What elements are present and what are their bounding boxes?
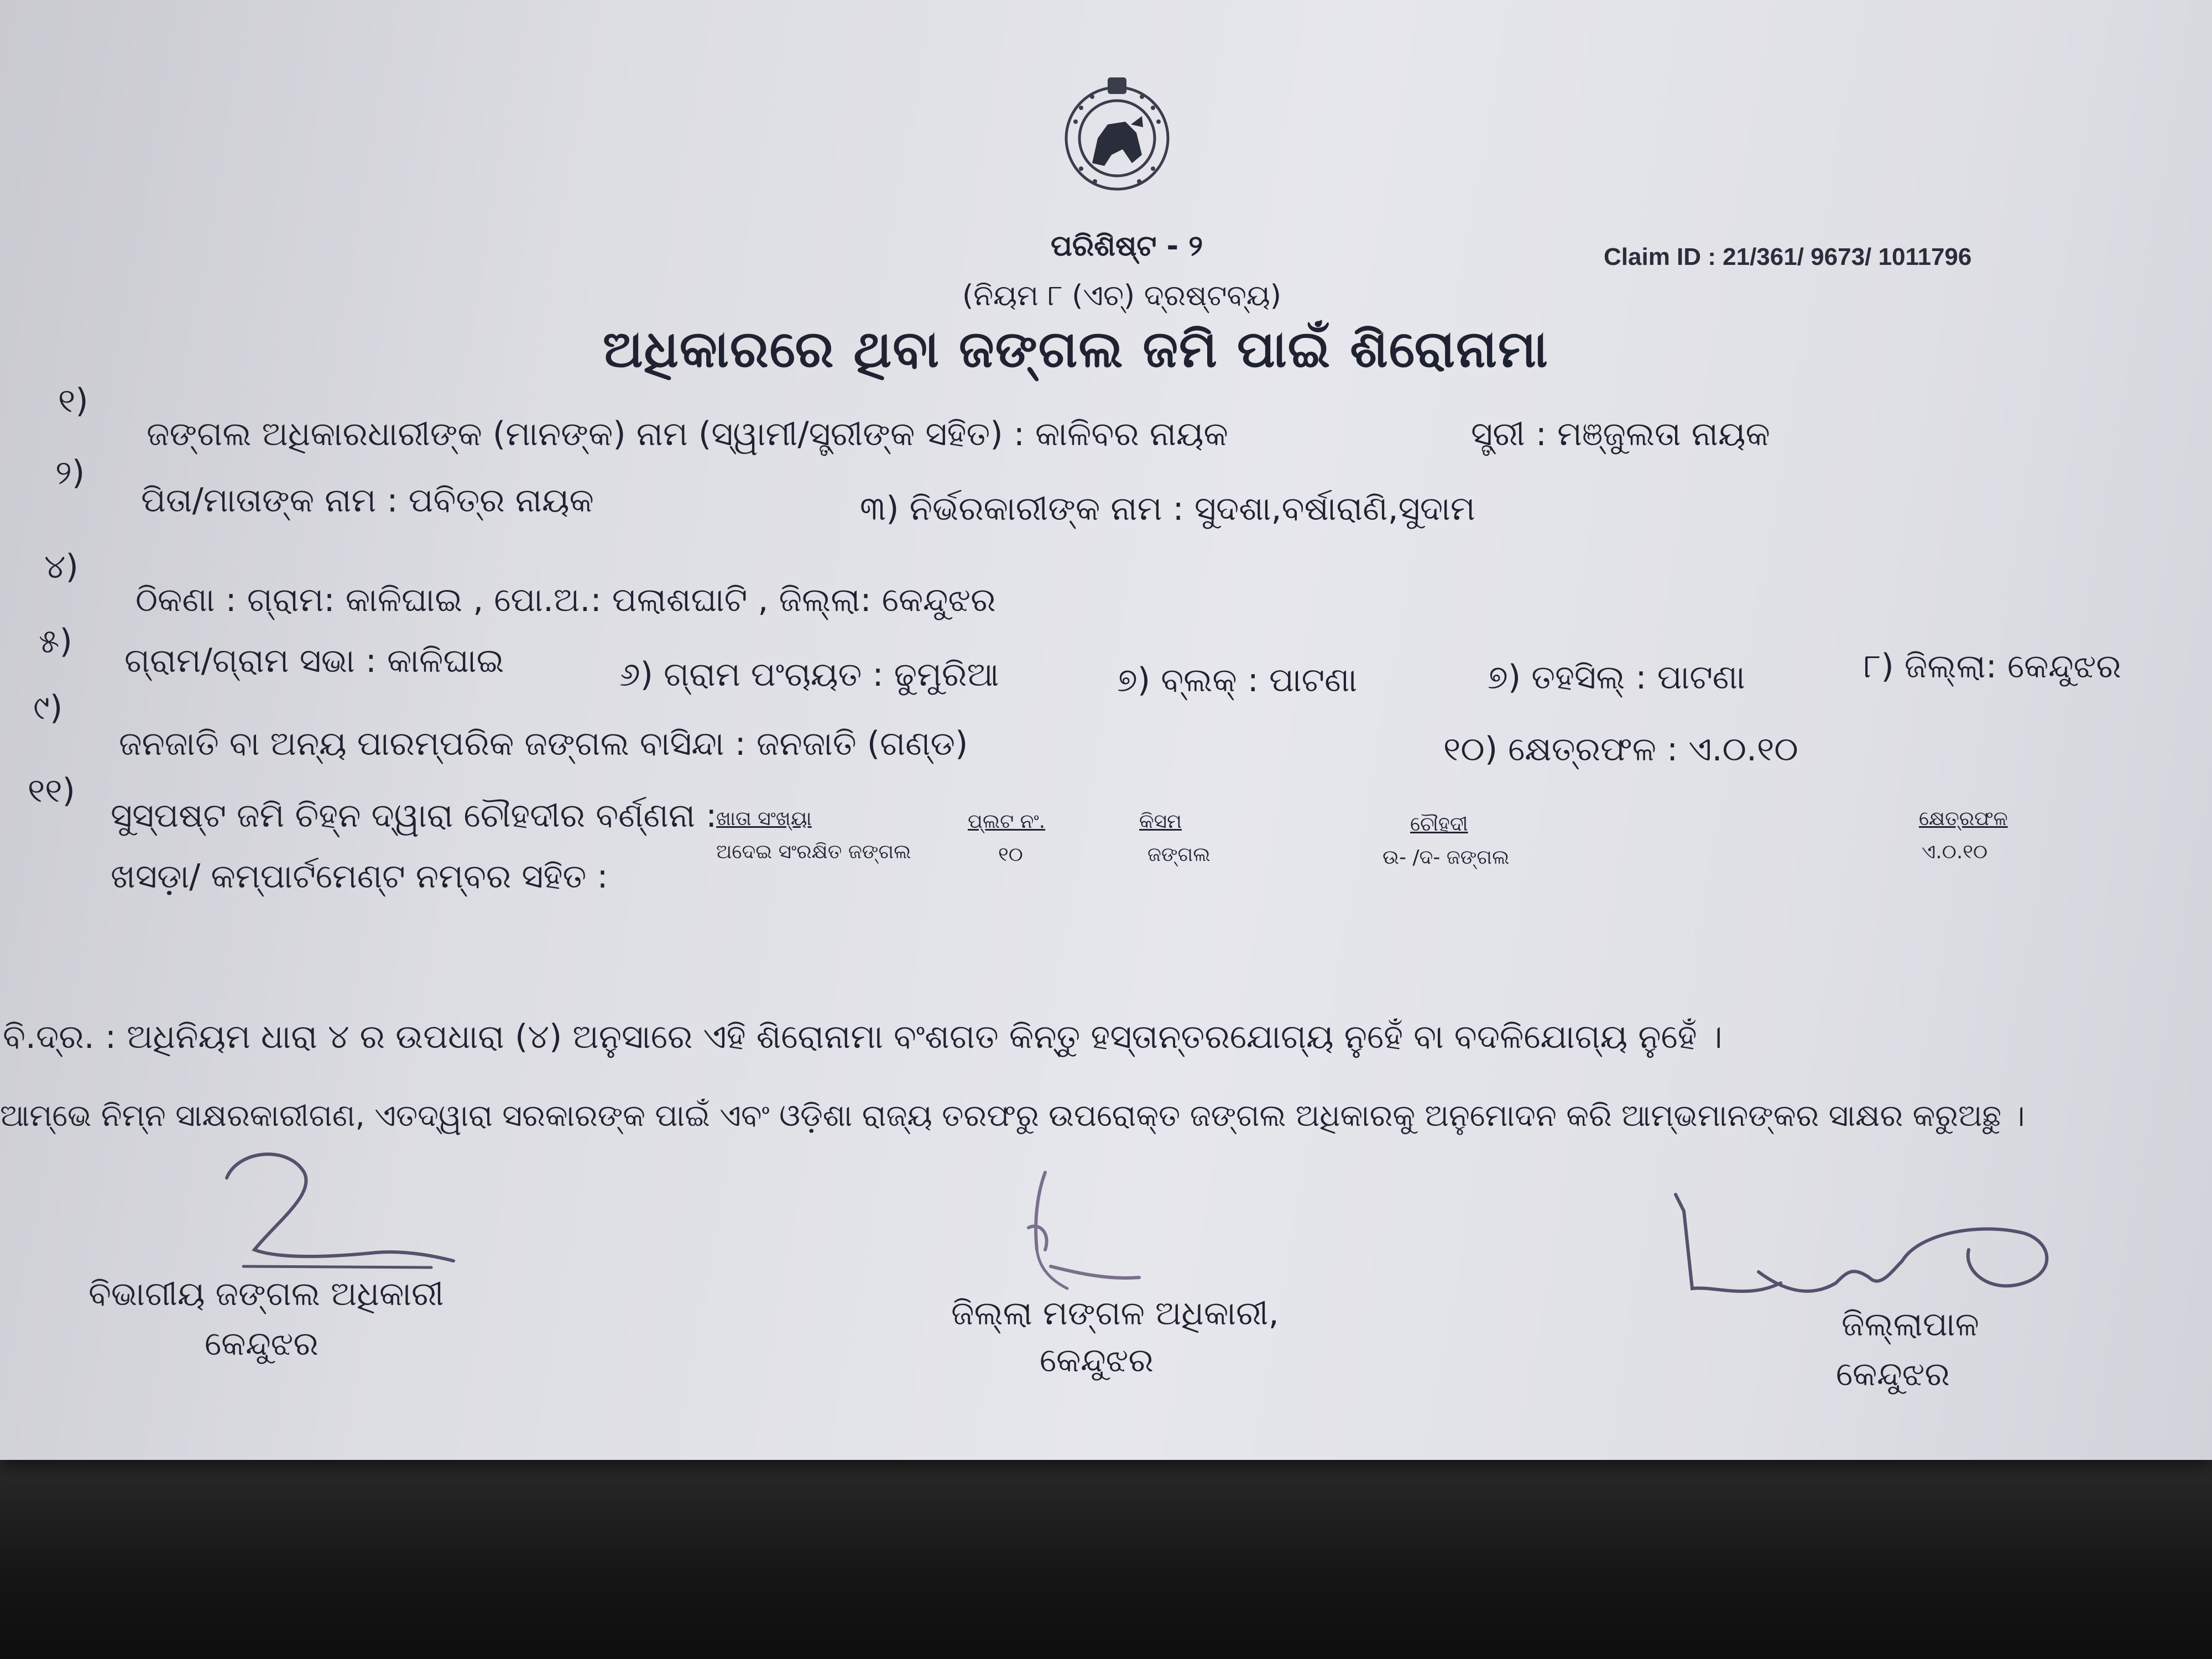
field-11-number: ୧୧) bbox=[28, 771, 75, 810]
table-header-area: କ୍ଷେତ୍ରଫଳ bbox=[1919, 807, 2008, 830]
field-5-number: ୫) bbox=[39, 622, 72, 661]
spouse-name: ସ୍ତ୍ରୀ : ମଞ୍ଜୁଲତା ନାୟକ bbox=[1471, 415, 1770, 453]
table-cell-khata: ଅଦେଇ ସଂରକ୍ଷିତ ଜଙ୍ଗଲ bbox=[716, 841, 911, 863]
gram-sabha: ଗ୍ରାମ/ଗ୍ରାମ ସଭା : କାଳିଘାଇ bbox=[124, 641, 504, 680]
dependents-name: ୩) ନିର୍ଭରକାରୀଙ୍କ ନାମ : ସୁଦଶା,ବର୍ଷାରାଣି,ସୁଦାମ bbox=[860, 489, 1475, 528]
table-header-khata: ଖାତା ସଂଖ୍ୟା bbox=[716, 807, 812, 830]
signatory-1-place: କେନ୍ଦୁଝର bbox=[205, 1324, 319, 1363]
field-2-number: ୨) bbox=[55, 453, 85, 492]
signatory-2-place: କେନ୍ଦୁଝର bbox=[1040, 1341, 1154, 1380]
note-heredity: ବି.ଦ୍ର. : ଅଧିନିୟମ ଧାରା ୪ ର ଉପଧାରା (୪) ଅନୁସାରେ ଏହି ଶିରୋନାମା ବଂଶଗତ କିନ୍ତୁ ହସ୍ତାନ୍ତରଯୋଗ୍ୟ ନୁହେଁ ବା ବଦଳିଯୋଗ୍ୟ ନୁହେଁ । bbox=[3, 1018, 1723, 1056]
field-9-number: ୯) bbox=[33, 688, 63, 727]
table-cell-boundary: ଉ- /ଦ- ଜଙ୍ଗଲ bbox=[1383, 846, 1510, 869]
area: ୧୦) କ୍ଷେତ୍ରଫଳ : ଏ.୦.୧୦ bbox=[1443, 730, 1798, 769]
field-4-number: ୪) bbox=[44, 547, 79, 586]
tehsil: ୭) ତହସିଲ୍ : ପାଟଣା bbox=[1488, 658, 1745, 697]
claim-id: Claim ID : 21/361/ 9673/ 1011796 bbox=[1604, 243, 1972, 270]
signatory-3-title: ଜିଲ୍ଲାପାଳ bbox=[1841, 1305, 1979, 1344]
signatory-3-place: କେନ୍ଦୁଝର bbox=[1836, 1355, 1950, 1394]
appendix-label: ପରିଶିଷ୍ଟ - ୨ bbox=[1051, 229, 1203, 263]
table-header-plot: ପ୍ଲଟ ନଂ. bbox=[968, 810, 1046, 833]
signatory-2-title: ଜିଲ୍ଲା ମଙ୍ଗଳ ଅଧିକାରୀ, bbox=[951, 1294, 1279, 1333]
note-endorsement: ଆମ୍ଭେ ନିମ୍ନ ସାକ୍ଷରକାରୀଗଣ, ଏତଦ୍ୱାରା ସରକାରଙ୍କ ପାଇଁ ଏବଂ ଓଡ଼ିଶା ରାଜ୍ୟ ତରଫରୁ ଉପରୋକ୍ତ ଜଙ୍ଗଲ ଅଧିକାରକୁ ଅନୁମୋଦନ କରି ଆମ୍ଭମାନଙ୍କର ସାକ୍ଷର କରୁଅଛୁ । bbox=[0, 1098, 2025, 1133]
field-1-number: ୧) bbox=[58, 382, 88, 420]
table-cell-type: ଜଙ୍ଗଲ bbox=[1147, 843, 1211, 866]
table-cell-area: ଏ.୦.୧୦ bbox=[1922, 841, 1988, 863]
holder-name: ଜଙ୍ଗଲ ଅଧିକାରଧାରୀଙ୍କ (ମାନଙ୍କ) ନାମ (ସ୍ୱାମୀ/ସ୍ତ୍ରୀଙ୍କ ସହିତ) : କାଳିବର ନାୟକ bbox=[147, 415, 1228, 453]
address: ଠିକଣା : ଗ୍ରାମ: କାଳିଘାଇ , ପୋ.ଅ.: ପଲାଶଘାଟି , ଜିଲ୍ଲା: କେନ୍ଦୁଝର bbox=[135, 581, 996, 619]
block: ୭) ବ୍ଲକ୍ : ପାଟଣା bbox=[1117, 661, 1358, 700]
district: ୮) ଜିଲ୍ଲା: କେନ୍ଦୁଝର bbox=[1864, 647, 2121, 686]
signature-district-welfare-officer bbox=[984, 1161, 1183, 1305]
signature-collector bbox=[1670, 1189, 2068, 1316]
compartment-label: ଖସଡ଼ା/ କମ୍ପାର୍ଟମେଣ୍ଟ ନମ୍ବର ସହିତ : bbox=[111, 857, 608, 896]
background-surface bbox=[0, 1460, 2212, 1659]
table-header-boundary: ଚୌହଦୀ bbox=[1410, 813, 1468, 836]
document-title: ଅଧିକାରରେ ଥିବା ଜଙ୍ଗଲ ଜମି ପାଇଁ ଶିରୋନାମା bbox=[603, 320, 1549, 379]
signatory-1-title: ବିଭାଗୀୟ ଜଙ୍ଗଲ ଅଧିକାରୀ bbox=[88, 1275, 444, 1313]
rule-reference: (ନିୟମ ୮ (ଏଚ୍) ଦ୍ରଷ୍ଟବ୍ୟ) bbox=[962, 279, 1282, 312]
boundary-description-label: ସୁସ୍ପଷ୍ଟ ଜମି ଚିହ୍ନ ଦ୍ୱାରା ଚୌହଦୀର ବର୍ଣ୍ଣନା : bbox=[111, 796, 717, 835]
tribe-status: ଜନଜାତି ବା ଅନ୍ୟ ପାରମ୍ପରିକ ଜଙ୍ଗଲ ବାସିନ୍ଦା : ଜନଜାତି (ଗଣ୍ଡ) bbox=[119, 724, 968, 763]
gram-panchayat: ୬) ଗ୍ରାମ ପଂଚାୟତ : ଢୁମୁରିଆ bbox=[619, 655, 999, 694]
parent-name: ପିତା/ମାତାଙ୍କ ନାମ : ପବିତ୍ର ନାୟକ bbox=[141, 481, 594, 520]
signature-divisional-forest-officer bbox=[210, 1139, 465, 1283]
odisha-emblem-icon bbox=[1059, 72, 1175, 199]
table-cell-plot: ୧୦ bbox=[998, 843, 1023, 866]
table-header-type: କିସମ bbox=[1139, 810, 1182, 833]
